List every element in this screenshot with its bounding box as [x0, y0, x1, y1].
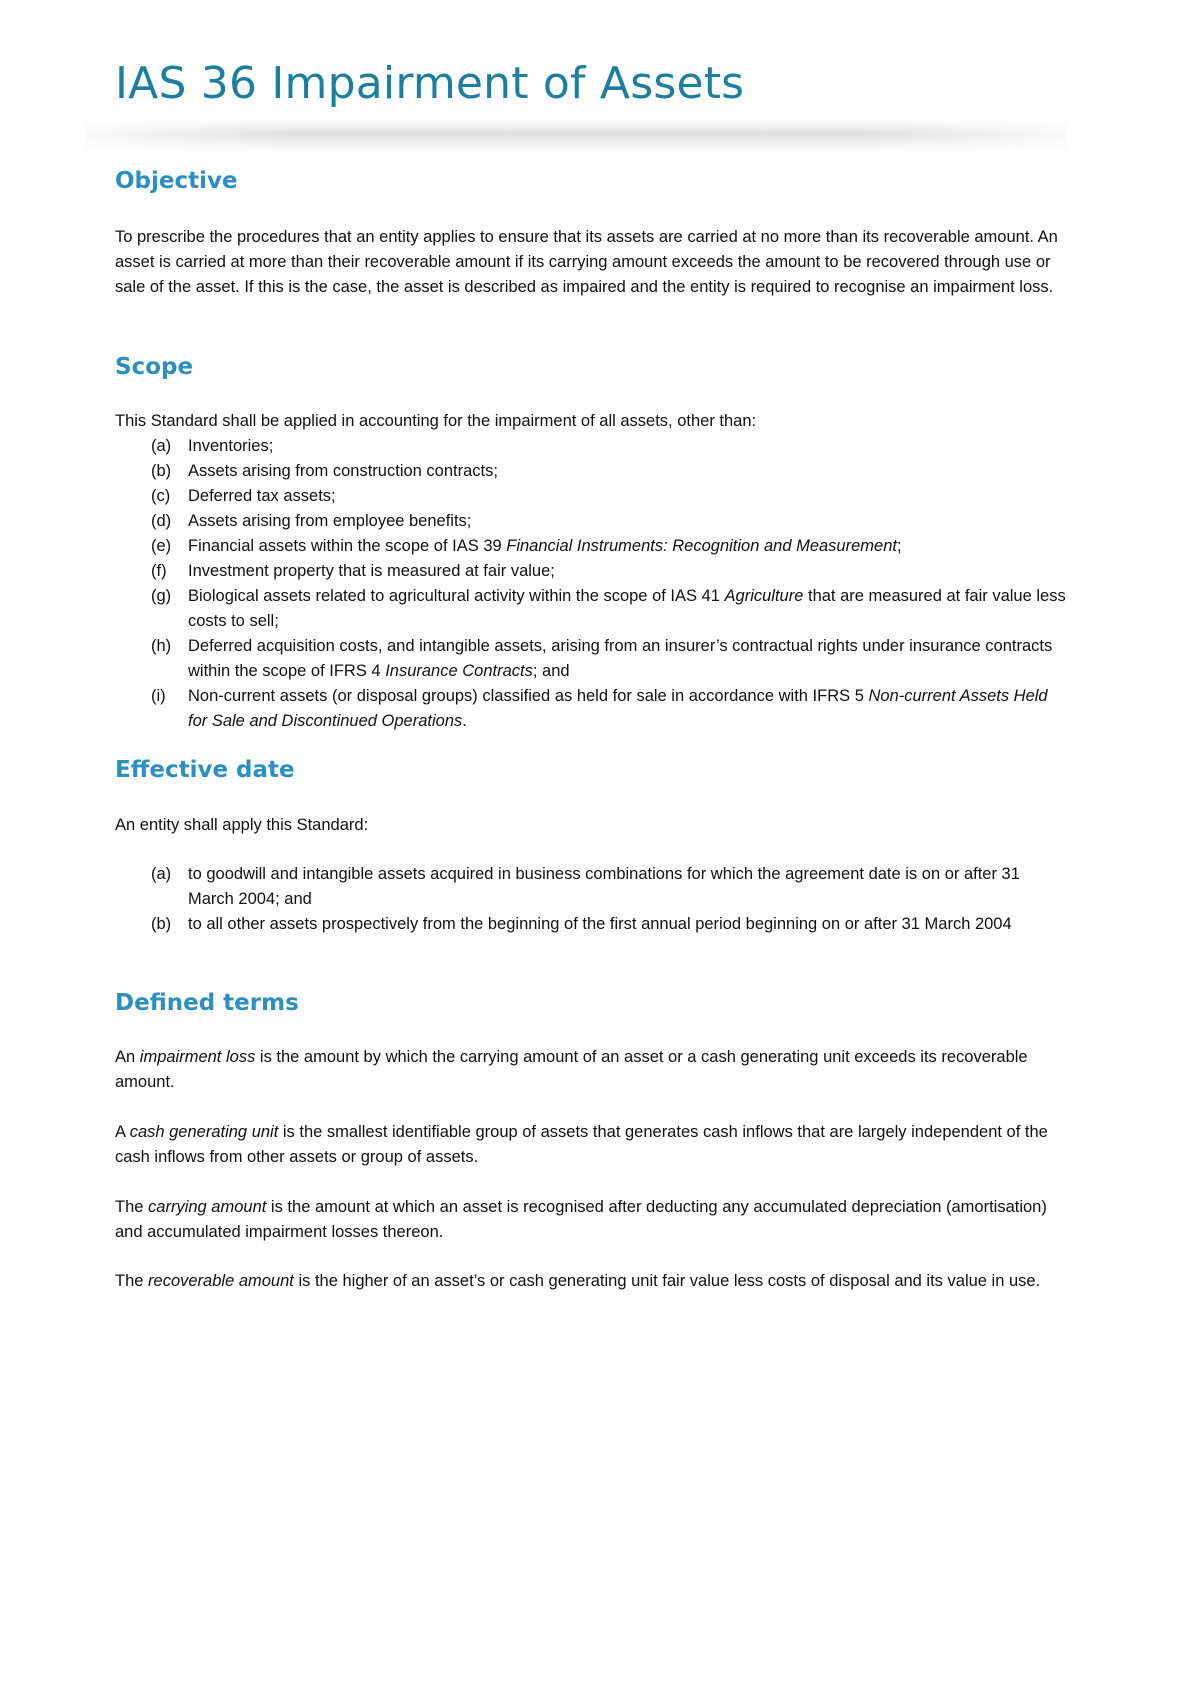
definition-paragraph: A cash generating unit is the smallest identifiable group of assets that generates cash inflows that are largely independent of the cash inflows from other assets or group of assets. — [115, 1123, 1048, 1166]
list-item-label: (b) — [151, 915, 172, 933]
list-item-label: (e) — [151, 537, 172, 555]
section-heading-objective: Objective — [115, 168, 238, 194]
defined-term: cash generating unit — [129, 1123, 279, 1141]
section-heading-defined-terms: Defined terms — [115, 990, 299, 1016]
standard-title: Non-current Assets Held for Sale and Discontinued Operations — [188, 687, 1048, 730]
list-item-label: (f) — [151, 562, 167, 580]
definition-paragraph: The carrying amount is the amount at which an asset is recognised after deducting any accumulated depreciation (amortisation) and accumulated impairment losses thereon. — [115, 1198, 1047, 1241]
standard-title: Insurance Contracts — [385, 662, 533, 680]
standard-title: Agriculture — [724, 587, 804, 605]
defined-term: recoverable amount — [148, 1272, 294, 1290]
list-item: (f) Investment property that is measured at fair value; — [115, 559, 1067, 584]
list-item: (g) Biological assets related to agricultural activity within the scope of IAS 41 Agriculture that are measured at fair value less costs to sell; — [115, 584, 1067, 634]
list-item: (c) Deferred tax assets; — [115, 484, 1067, 509]
scope-intro: This Standard shall be applied in accounting for the impairment of all assets, other than: — [115, 412, 757, 430]
definition-paragraph: An impairment loss is the amount by which the carrying amount of an asset or a cash generating unit exceeds its recoverable amount. — [115, 1048, 1028, 1091]
definition-paragraph: The recoverable amount is the higher of an asset’s or cash generating unit fair value less costs of disposal and its value in use. — [115, 1272, 1041, 1290]
list-item-label: (b) — [151, 462, 172, 480]
section-heading-scope: Scope — [115, 354, 194, 380]
list-item-label: (d) — [151, 512, 172, 530]
list-item: (d) Assets arising from employee benefits; — [115, 509, 1067, 534]
objective-paragraph: To prescribe the procedures that an entity applies to ensure that its assets are carried at no more than its recoverable amount. An asset is carried at more than their recoverable amount if its carrying amount exceeds the amount to be recovered through use or sale of the asset. If this is the case, the asset is described as impaired and the entity is required to recognise an impairment loss. — [115, 228, 1058, 296]
list-item: (a) Inventories; — [115, 434, 1067, 459]
standard-title: Financial Instruments: Recognition and Measurement — [506, 537, 897, 555]
list-item: (a) to goodwill and intangible assets acquired in business combinations for which the agreement date is on or after 31 March 2004; and — [115, 862, 1067, 912]
list-item: (b) to all other assets prospectively from the beginning of the first annual period beginning on or after 31 March 2004 — [115, 912, 1067, 937]
document-title: IAS 36 Impairment of Assets — [115, 58, 745, 109]
list-item-label: (a) — [151, 437, 172, 455]
title-underline-band — [86, 118, 1066, 154]
section-heading-effective-date: Effective date — [115, 757, 295, 783]
list-item-label: (g) — [151, 587, 172, 605]
list-item: (h) Deferred acquisition costs, and intangible assets, arising from an insurer’s contractual rights under insurance contracts within the scope of IFRS 4 Insurance Contracts; and — [115, 634, 1067, 684]
list-item: (i) Non-current assets (or disposal groups) classified as held for sale in accordance with IFRS 5 Non-current Assets Held for Sale and Discontinued Operations. — [115, 684, 1067, 734]
list-item-label: (i) — [151, 687, 166, 705]
list-item-label: (c) — [151, 487, 171, 505]
list-item-label: (a) — [151, 865, 172, 883]
effective-date-intro: An entity shall apply this Standard: — [115, 816, 369, 834]
list-item: (e) Financial assets within the scope of IAS 39 Financial Instruments: Recognition and Measurement; — [115, 534, 1067, 559]
list-item: (b) Assets arising from construction contracts; — [115, 459, 1067, 484]
defined-term: carrying amount — [148, 1198, 267, 1216]
effective-date-list — [115, 862, 1067, 937]
defined-term: impairment loss — [139, 1048, 256, 1066]
list-item-label: (h) — [151, 637, 172, 655]
scope-exclusions-list — [115, 434, 1067, 734]
